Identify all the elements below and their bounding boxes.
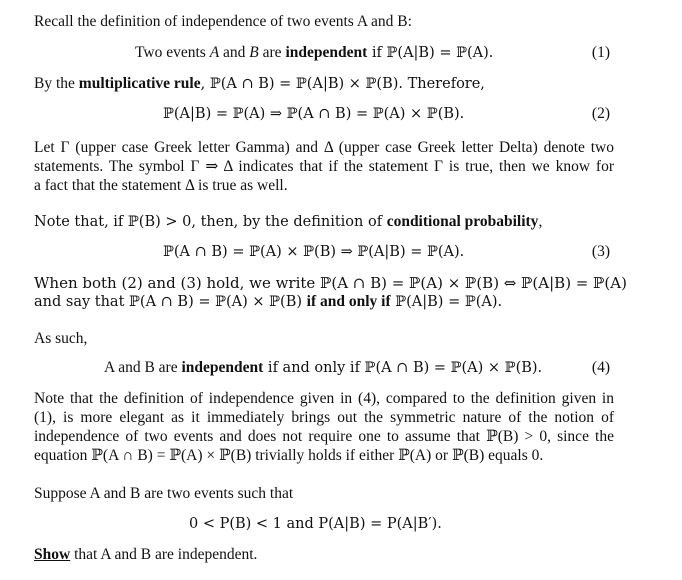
equation-3-number: (3) <box>591 243 610 260</box>
eq4-bold: independent <box>181 359 264 376</box>
equation-1 <box>135 43 493 63</box>
show-instruction <box>34 545 257 565</box>
cond-pre: Note that, if ℙ(B) > 0, then, by the definition of <box>34 214 387 230</box>
eq1-a: A <box>209 44 220 61</box>
both-line2-pre: and say that ℙ(A ∩ B) = ℙ(A) × ℙ(B) <box>34 294 307 310</box>
note-paragraph-line-1: Note that the definition of independence given in (4), compared to the definition given in <box>34 390 614 407</box>
both-line2-post: ℙ(A|B) = ℙ(A). <box>390 294 503 310</box>
mult-post: , ℙ(A ∩ B) = ℙ(A|B) × ℙ(B). Therefore, <box>200 76 485 92</box>
eq4-pre: A and B are <box>104 359 182 376</box>
gamma-paragraph-line-3: a fact that the statement Δ is true as well. <box>34 177 288 194</box>
equation-3: ℙ(A ∩ B) = ℙ(A) × ℙ(B) ⇒ ℙ(A|B) = ℙ(A). <box>163 244 465 260</box>
eq1-and: and <box>219 44 250 61</box>
conditional-probability-line <box>34 212 542 232</box>
suppose-text: Suppose A and B are two events such that <box>34 485 294 502</box>
gamma-paragraph-line-2: statements. The symbol Γ ⇒ Δ indicates that if the statement Γ is true, then we know for <box>34 158 614 175</box>
equation-2: ℙ(A|B) = ℙ(A) ⇒ ℙ(A ∩ B) = ℙ(A) × ℙ(B). <box>163 106 465 122</box>
mult-pre: By the <box>34 75 79 92</box>
as-such-text: As such, <box>34 330 88 347</box>
both-hold-line-2 <box>34 292 502 312</box>
eq1-pre: Two events <box>135 44 210 61</box>
eq4-post: if and only if ℙ(A ∩ B) = ℙ(A) × ℙ(B). <box>263 360 543 376</box>
eq1-b: B <box>249 44 259 61</box>
multiplicative-rule-line <box>34 74 485 94</box>
cond-bold: conditional probability <box>386 213 539 230</box>
note-paragraph-line-2: (1), is more elegant as it immediately brings out the symmetric nature of the notion of <box>34 409 614 426</box>
both-hold-line-1: When both (2) and (3) hold, we write ℙ(A ∩ B) = ℙ(A) × ℙ(B) ⇔ ℙ(A|B) = ℙ(A) <box>34 274 627 292</box>
equation-2-number: (2) <box>591 105 610 122</box>
mult-bold: multiplicative rule <box>78 75 201 92</box>
note-paragraph-line-4: equation ℙ(A ∩ B) = ℙ(A) × ℙ(B) trivially holds if either ℙ(A) or ℙ(B) equals 0. <box>34 447 544 464</box>
show-post: that A and B are independent. <box>70 546 258 563</box>
show-bold: Show <box>34 546 71 563</box>
equation-4-number: (4) <box>591 359 610 376</box>
equation-4 <box>104 358 542 378</box>
cond-post: , <box>538 213 543 230</box>
both-line2-bold: if and only if <box>306 293 391 310</box>
eq1-post: if ℙ(A|B) = ℙ(A). <box>367 45 494 61</box>
equation-1-number: (1) <box>591 44 610 61</box>
eq1-are: are <box>258 44 286 61</box>
eq1-bold: independent <box>285 44 368 61</box>
note-paragraph-line-3: independence of two events and does not require one to assume that ℙ(B) > 0, since the <box>34 428 614 445</box>
gamma-paragraph-line-1: Let Γ (upper case Greek letter Gamma) and Δ (upper case Greek letter Delta) denote two <box>34 139 614 156</box>
intro-text: Recall the definition of independence of two events A and B: <box>34 13 412 30</box>
equation-5: 0 < P(B) < 1 and P(A|B) = P(A|B′). <box>189 516 442 532</box>
